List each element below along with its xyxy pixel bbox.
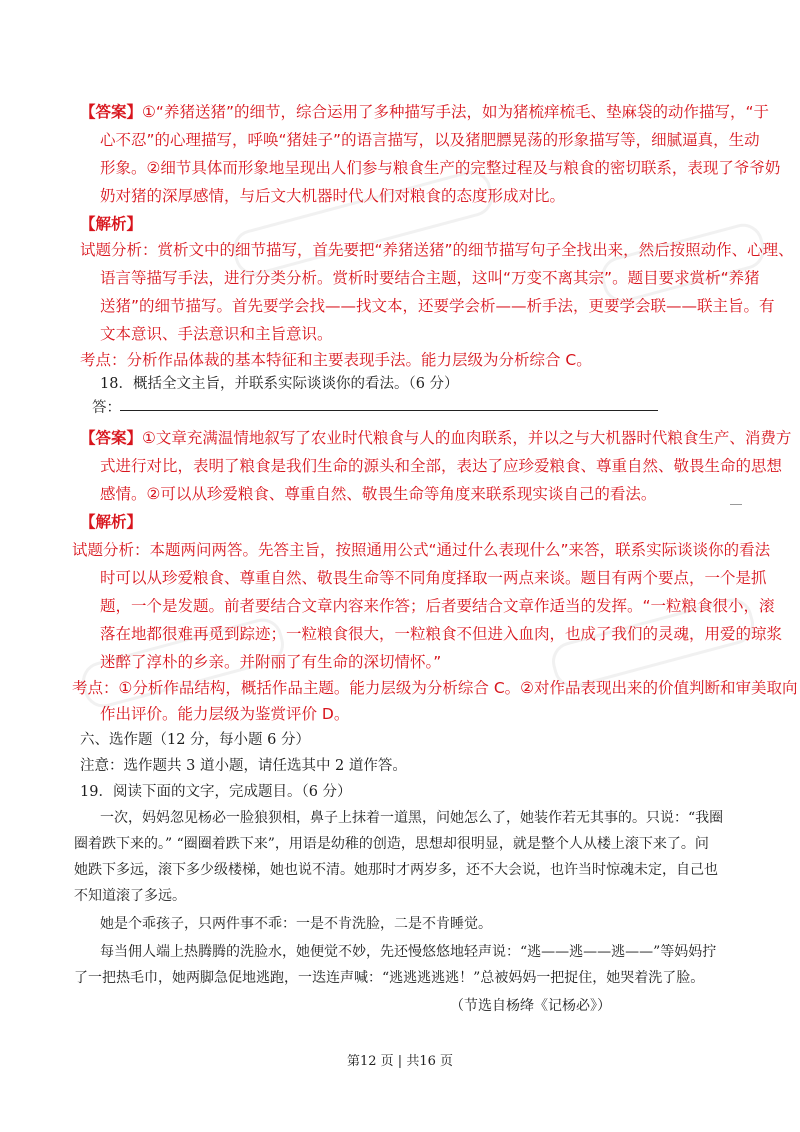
passage-line-7: 了一把热毛巾，她两脚急促地逃跑，一迭连声喊：“逃逃逃逃逃！”总被妈妈一把捉住，她哭着洗了脸。 <box>74 970 705 986</box>
footer-separator: | <box>397 1054 403 1069</box>
analysis-17-line-4: 文本意识、手法意识和主旨意识。 <box>100 325 333 343</box>
passage-line-5: 她是个乖孩子，只两件事不乖：一是不肯洗脸，二是不肯睡觉。 <box>100 916 492 932</box>
answer-blank-line <box>120 410 658 411</box>
analysis-18-tag: 【解析】 <box>80 513 143 531</box>
analysis-18-kaodian-1: 考点：①分析作品结构，概括作品主题。能力层级为分析综合 C。②对作品表现出来的价值判断和审美取向 <box>72 679 798 697</box>
passage-line-3: 她跌下多远，滚下多少级楼梯，她也说不清。她那时才两岁多，还不大会说，也许当时惊魂未定，自己也 <box>74 862 718 878</box>
answer-17-line-1 <box>80 102 769 122</box>
section-6-title: 六、选作题（12 分，每小题 6 分） <box>80 732 311 748</box>
analysis-18-line-4: 落在地都很难再觅到踪迹；一粒粮食很大，一粒粮食不但进入血肉，也成了我们的灵魂，用爱的琼浆 <box>100 625 783 643</box>
analysis-17-line-2: 语言等描写手法，进行分类分析。赏析时要结合主题，这叫“万变不离其宗”。题目要求赏析“养猪 <box>100 269 760 287</box>
answer-tag: 【答案】 <box>80 103 143 121</box>
analysis-18-line-3: 题，一个是发题。前者要结合文章内容来作答；后者要结合文章作适当的发挥。“一粒粮食很小，滚 <box>100 597 775 615</box>
watermark-mark <box>597 219 769 306</box>
analysis-17-line-3: 送猪”的细节描写。首先要学会找——找文本，还要学会析——析手法，更要学会联——联主旨。有 <box>100 297 775 315</box>
page-total: 共16 页 <box>406 1054 454 1069</box>
section-6-note: 注意：选作题共 3 道小题，请任选其中 2 道作答。 <box>80 758 407 774</box>
page-number: 第12 页 <box>346 1054 394 1069</box>
question-19: 19．阅读下面的文字，完成题目。（6 分） <box>80 784 352 800</box>
answer-18-line-3: 感情。②可以从珍爱粮食、尊重自然、敬畏生命等角度来联系现实谈自己的看法。 <box>100 485 657 503</box>
analysis-17-line-1: 试题分析：赏析文中的细节描写，首先要把“养猪送猪”的细节描写句子全找出来，然后按照动作、心理、 <box>80 241 794 259</box>
answer-17-line-3: 形象。②细节具体而形象地呈现出人们参与粮食生产的完整过程及与粮食的密切联系，表现了爷爷奶 <box>100 159 781 177</box>
analysis-17-tag: 【解析】 <box>80 215 143 233</box>
answer-label: 答： <box>92 400 121 416</box>
analysis-18-kaodian-2: 作出评价。能力层级为鉴赏评价 D。 <box>100 705 350 723</box>
watermark-mark <box>229 166 498 279</box>
answer-tag: 【答案】 <box>80 429 143 447</box>
answer-18-line-1 <box>80 428 791 448</box>
page-footer <box>0 1050 800 1069</box>
passage-line-6: 每当佣人端上热腾腾的洗脸水，她便觉不妙，先还慢悠悠地轻声说：“逃——逃——逃——”等妈妈拧 <box>100 944 717 960</box>
passage-line-1: 一次，妈妈忽见杨必一脸狼狈相，鼻子上抹着一道黑，问她怎么了，她装作若无其事的。只说：“我圈 <box>100 810 724 826</box>
passage-line-4: 不知道滚了多远。 <box>74 888 186 904</box>
passage-source: （节选自杨绛《记杨必》） <box>450 998 611 1014</box>
passage-line-2: 圈着跌下来的。” “圈圈着跌下来”，用语是幼稚的创造，思想却很明显，就是整个人从楼上滚下来了。问 <box>74 836 709 852</box>
margin-dash <box>730 504 742 505</box>
answer-text: ①“养猪送猪”的细节，综合运用了多种描写手法，如为猪梳痒梳毛、垫麻袋的动作描写，“于 <box>142 103 770 121</box>
analysis-17-kaodian: 考点：分析作品体裁的基本特征和主要表现手法。能力层级为分析综合 C。 <box>80 351 592 369</box>
answer-text: ①文章充满温情地叙写了农业时代粮食与人的血肉联系，并以之与大机器时代粮食生产、消费方 <box>142 429 792 447</box>
answer-17-line-2: 心不忍”的心理描写，呼唤“猪娃子”的语言描写，以及猪肥膘晃荡的形象描写等，细腻逼真，生动 <box>100 131 760 149</box>
analysis-18-line-2: 时可以从珍爱粮食、尊重自然、敬畏生命等不同角度择取一两点来谈。题目有两个要点，一个是抓 <box>100 569 767 587</box>
answer-18-line-2: 式进行对比，表明了粮食是我们生命的源头和全部，表达了应珍爱粮食、尊重自然、敬畏生命的思想 <box>100 457 783 475</box>
analysis-18-line-1: 试题分析：本题两问两答。先答主旨，按照通用公式“通过什么表现什么”来答，联系实际谈谈你的看法 <box>72 541 771 559</box>
question-18: 18．概括全文主旨，并联系实际谈谈你的看法。（6 分） <box>100 376 459 392</box>
analysis-18-line-5: 迷醉了淳朴的乡亲。并附丽了有生命的深切情怀。” <box>100 653 442 671</box>
answer-17-line-4: 奶对猪的深厚感情，与后文大机器时代人们对粮食的态度形成对比。 <box>100 187 566 205</box>
